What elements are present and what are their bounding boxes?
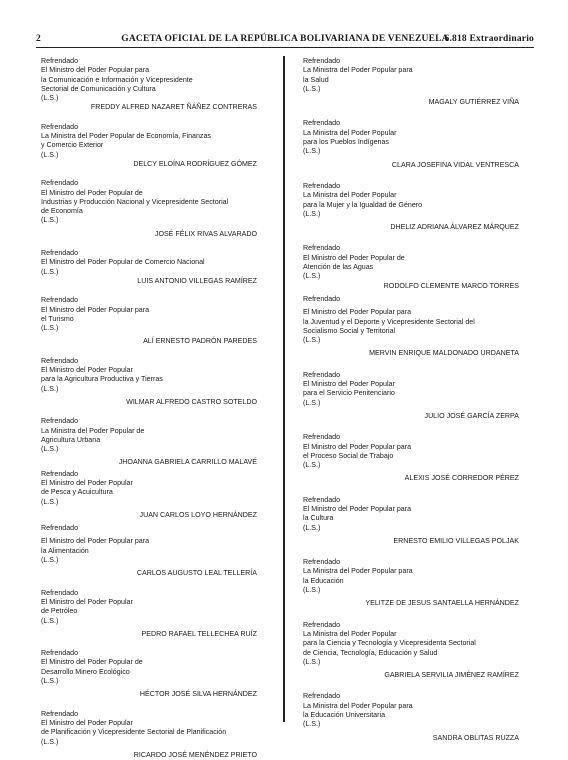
endorsement-label: Refrendado	[303, 620, 341, 629]
endorsement-line: (L.S.)	[303, 272, 321, 281]
endorsement-label: Refrendado	[41, 296, 79, 305]
gazette-title: GACETA OFICIAL DE LA REPÚBLICA BOLIVARIANA DE VENEZUELA	[121, 34, 449, 44]
endorsement-line: (L.S.)	[303, 461, 321, 470]
endorsement-block	[303, 119, 519, 169]
endorsement-block	[41, 470, 257, 520]
endorsement-line: para la Ciencia y Tecnología y Vicepresidenta Sectorial	[303, 639, 476, 648]
endorsement-line: (L.S.)	[41, 677, 59, 686]
endorsement-line: (L.S.)	[41, 384, 59, 393]
endorsement-line: El Ministro del Poder Popular para	[41, 305, 150, 314]
endorsement-label: Refrendado	[303, 433, 341, 442]
endorsement-label: Refrendado	[41, 249, 79, 258]
left-column	[41, 57, 257, 760]
signatory-name: GABRIELA SERVILIA JIMÉNEZ RAMÍREZ	[384, 671, 519, 680]
endorsement-line: (L.S.)	[303, 720, 321, 729]
endorsement-block	[41, 649, 257, 699]
endorsement-line: (L.S.)	[41, 556, 59, 565]
endorsement-block	[41, 57, 257, 113]
endorsement-block	[41, 417, 257, 467]
endorsement-line: de Pesca y Acuicultura	[41, 488, 113, 497]
endorsement-line: (L.S.)	[41, 497, 59, 506]
endorsement-line: la Alimentación	[41, 546, 89, 555]
endorsement-line: El Ministro del Poder Popular para	[41, 66, 150, 75]
signatory-name: MAGALY GUTIÉRREZ VIÑA	[428, 98, 519, 107]
endorsement-line: El Ministro del Poder Popular de Comercio Nacional	[41, 258, 205, 267]
signatory-name: YELITZE DE JESUS SANTAELLA HERNÁNDEZ	[365, 599, 519, 608]
signatory-name: DELCY ELOÍNA RODRÍGUEZ GÓMEZ	[133, 159, 257, 168]
endorsement-line: la Juventud y el Deporte y Vicepresidente Sectorial del	[303, 317, 475, 326]
endorsement-block	[41, 296, 257, 346]
endorsement-block	[303, 558, 519, 608]
endorsement-block	[303, 57, 519, 107]
endorsement-line: para el Servicio Penitenciario	[303, 389, 395, 398]
endorsement-line: (L.S.)	[41, 267, 59, 276]
endorsement-block	[41, 357, 257, 407]
signatory-name: HÉCTOR JOSÉ SILVA HERNÁNDEZ	[139, 690, 257, 699]
endorsement-label: Refrendado	[41, 122, 79, 131]
signatory-name: JUAN CARLOS LOYO HERNÁNDEZ	[139, 510, 257, 519]
endorsement-line: Desarrollo Minero Ecológico	[41, 667, 130, 676]
endorsement-line: (L.S.)	[303, 398, 321, 407]
endorsement-line: (L.S.)	[303, 586, 321, 595]
header-rule	[36, 47, 534, 48]
endorsement-label: Refrendado	[303, 558, 341, 567]
endorsement-block	[41, 710, 257, 760]
endorsement-line: el Proceso Social de Trabajo	[303, 451, 394, 460]
endorsement-block	[41, 179, 257, 239]
endorsement-line: Industrias y Producción Nacional y Vicepresidente Sectorial	[41, 197, 229, 206]
signatory-name: RICARDO JOSÉ MENÉNDEZ PRIETO	[133, 750, 257, 759]
endorsement-block	[303, 433, 519, 483]
endorsement-label: Refrendado	[41, 179, 79, 188]
endorsement-label: Refrendado	[41, 588, 79, 597]
endorsement-line: de Ciencia, Tecnología, Educación y Salud	[303, 648, 438, 657]
endorsement-label: Refrendado	[41, 356, 79, 365]
signatory-name: ERNESTO EMILIO VILLEGAS POLJAK	[393, 536, 519, 545]
endorsement-block	[303, 371, 519, 421]
endorsement-line: El Ministro del Poder Popular para	[303, 504, 412, 513]
page-number: 2	[36, 34, 41, 44]
signatory-name: ALÍ ERNESTO PADRÓN PAREDES	[143, 337, 257, 346]
endorsement-block	[303, 692, 519, 742]
endorsement-block	[303, 621, 519, 681]
endorsement-line: La Ministra del Poder Popular de Economía, Finanzas	[41, 132, 211, 141]
endorsement-line: La Ministra del Poder Popular para	[303, 567, 413, 576]
endorsement-line: para la Agricultura Productiva y Tierras	[41, 375, 163, 384]
endorsement-line: El Ministro del Poder Popular de	[41, 188, 143, 197]
signatory-name: RODOLFO CLEMENTE MARCO TORRES	[383, 281, 519, 290]
endorsement-label: Refrendado	[303, 244, 341, 253]
endorsement-line: La Ministra del Poder Popular para	[303, 701, 413, 710]
signatory-name: LUIS ANTONIO VILLEGAS RAMÍREZ	[137, 276, 257, 285]
endorsement-label: Refrendado	[41, 649, 79, 658]
endorsement-line: de Planificación y Vicepresidente Sectorial de Planificación	[41, 728, 227, 737]
endorsement-line: El Ministro del Poder Popular	[41, 597, 133, 606]
endorsement-label: Refrendado	[41, 524, 79, 533]
column-divider	[283, 56, 285, 722]
endorsement-line: (L.S.)	[303, 147, 321, 156]
endorsement-label: Refrendado	[303, 692, 341, 701]
endorsement-line: (L.S.)	[303, 657, 321, 666]
endorsement-label: Refrendado	[41, 57, 79, 65]
endorsement-line: El Ministro del Poder Popular de	[303, 253, 405, 262]
endorsement-line: Agricultura Urbana	[41, 435, 101, 444]
endorsement-block	[303, 295, 519, 359]
endorsement-line: El Ministro del Poder Popular de	[41, 658, 143, 667]
endorsement-line: (L.S.)	[41, 737, 59, 746]
endorsement-line: La Ministra del Poder Popular para	[303, 66, 413, 75]
endorsement-label: Refrendado	[303, 495, 341, 504]
endorsement-block	[41, 524, 257, 578]
endorsement-line: El Ministro del Poder Popular	[41, 718, 133, 727]
endorsement-line: la Educación	[303, 576, 344, 585]
signatory-name: DHELIZ ADRIANA ÁLVAREZ MÁRQUEZ	[390, 223, 519, 232]
endorsement-line: El Ministro del Poder Popular para	[41, 537, 150, 546]
endorsement-label: Refrendado	[303, 181, 341, 190]
endorsement-line: (L.S.)	[303, 336, 321, 345]
signatory-name: MERVIN ENRIQUE MALDONADO URDANETA	[369, 349, 519, 358]
right-column	[303, 57, 519, 743]
signatory-name: JOSÉ FÉLIX RIVAS ALVARADO	[154, 229, 257, 238]
endorsement-line: la Educación Universitaria	[303, 711, 386, 720]
signatory-name: ALEXIS JOSÉ CORREDOR PÉREZ	[404, 474, 519, 483]
endorsement-line: La Ministra del Poder Popular de	[41, 426, 145, 435]
endorsement-line: (L.S.)	[303, 209, 321, 218]
page-header	[36, 32, 534, 46]
endorsement-line: la Salud	[303, 75, 329, 84]
endorsement-line: Socialismo Social y Territorial	[303, 326, 396, 335]
endorsement-line: El Ministro del Poder Popular	[303, 380, 395, 389]
endorsement-line: La Ministra del Poder Popular	[303, 191, 397, 200]
endorsement-line: y Comercio Exterior	[41, 141, 104, 150]
endorsement-label: Refrendado	[41, 417, 79, 426]
endorsement-block	[41, 589, 257, 639]
endorsement-label: Refrendado	[303, 57, 341, 65]
endorsement-line: La Ministra del Poder Popular	[303, 629, 397, 638]
endorsement-line: Atención de las Aguas	[303, 263, 374, 272]
signatory-name: JHOANNA GABRIELA CARRILLO MALAVÉ	[118, 458, 257, 467]
signatory-name: JULIO JOSÉ GARCÍA ZERPA	[424, 411, 519, 420]
endorsement-line: para la Mujer y la Igualdad de Género	[303, 200, 423, 209]
endorsement-line: para los Pueblos Indígenas	[303, 138, 389, 147]
endorsement-label: Refrendado	[303, 370, 341, 379]
endorsement-line: (L.S.)	[41, 216, 59, 225]
endorsement-label: Refrendado	[41, 469, 79, 478]
signatory-name: FREDDY ALFRED NAZARET ÑÁÑEZ CONTRERAS	[90, 103, 257, 112]
endorsement-line: El Ministro del Poder Popular para	[303, 308, 412, 317]
signatory-name: PEDRO RAFAEL TELLECHEA RUÍZ	[141, 629, 257, 638]
endorsement-label: Refrendado	[303, 294, 341, 303]
endorsement-block	[41, 123, 257, 169]
endorsement-label: Refrendado	[303, 119, 341, 128]
endorsement-line: el Turismo	[41, 314, 74, 323]
endorsement-line: (L.S.)	[41, 324, 59, 333]
endorsement-line: (L.S.)	[41, 94, 59, 103]
endorsement-line: la Comunicación e Información y Vicepresidente	[41, 75, 193, 84]
endorsement-line: El Ministro del Poder Popular	[41, 366, 133, 375]
edition-number: 6.818 Extraordinario	[444, 34, 534, 44]
endorsement-line: (L.S.)	[303, 523, 321, 532]
endorsement-block	[303, 244, 519, 290]
endorsement-line: (L.S.)	[41, 616, 59, 625]
endorsement-line: El Ministro del Poder Popular para	[303, 442, 412, 451]
signatory-name: WILMAR ALFREDO CASTRO SOTELDO	[126, 397, 257, 406]
endorsement-line: Sectorial de Comunicación y Cultura	[41, 84, 156, 93]
signatory-name: CARLOS AUGUSTO LEAL TELLERÍA	[136, 569, 257, 578]
endorsement-label: Refrendado	[41, 709, 79, 718]
signatory-name: CLARA JOSEFINA VIDAL VENTRESCA	[391, 160, 519, 169]
endorsement-line: de Petróleo	[41, 607, 78, 616]
endorsement-line: (L.S.)	[303, 84, 321, 93]
endorsement-block	[303, 182, 519, 232]
endorsement-line: la Cultura	[303, 514, 334, 523]
endorsement-block	[41, 249, 257, 286]
signatory-name: SANDRA OBLITAS RUZZA	[432, 733, 519, 742]
endorsement-line: La Ministra del Poder Popular	[303, 128, 397, 137]
endorsement-line: El Ministro del Poder Popular	[41, 478, 133, 487]
endorsement-line: de Economía	[41, 207, 83, 216]
endorsement-block	[303, 496, 519, 546]
endorsement-line: (L.S.)	[41, 445, 59, 454]
endorsement-line: (L.S.)	[41, 150, 59, 159]
